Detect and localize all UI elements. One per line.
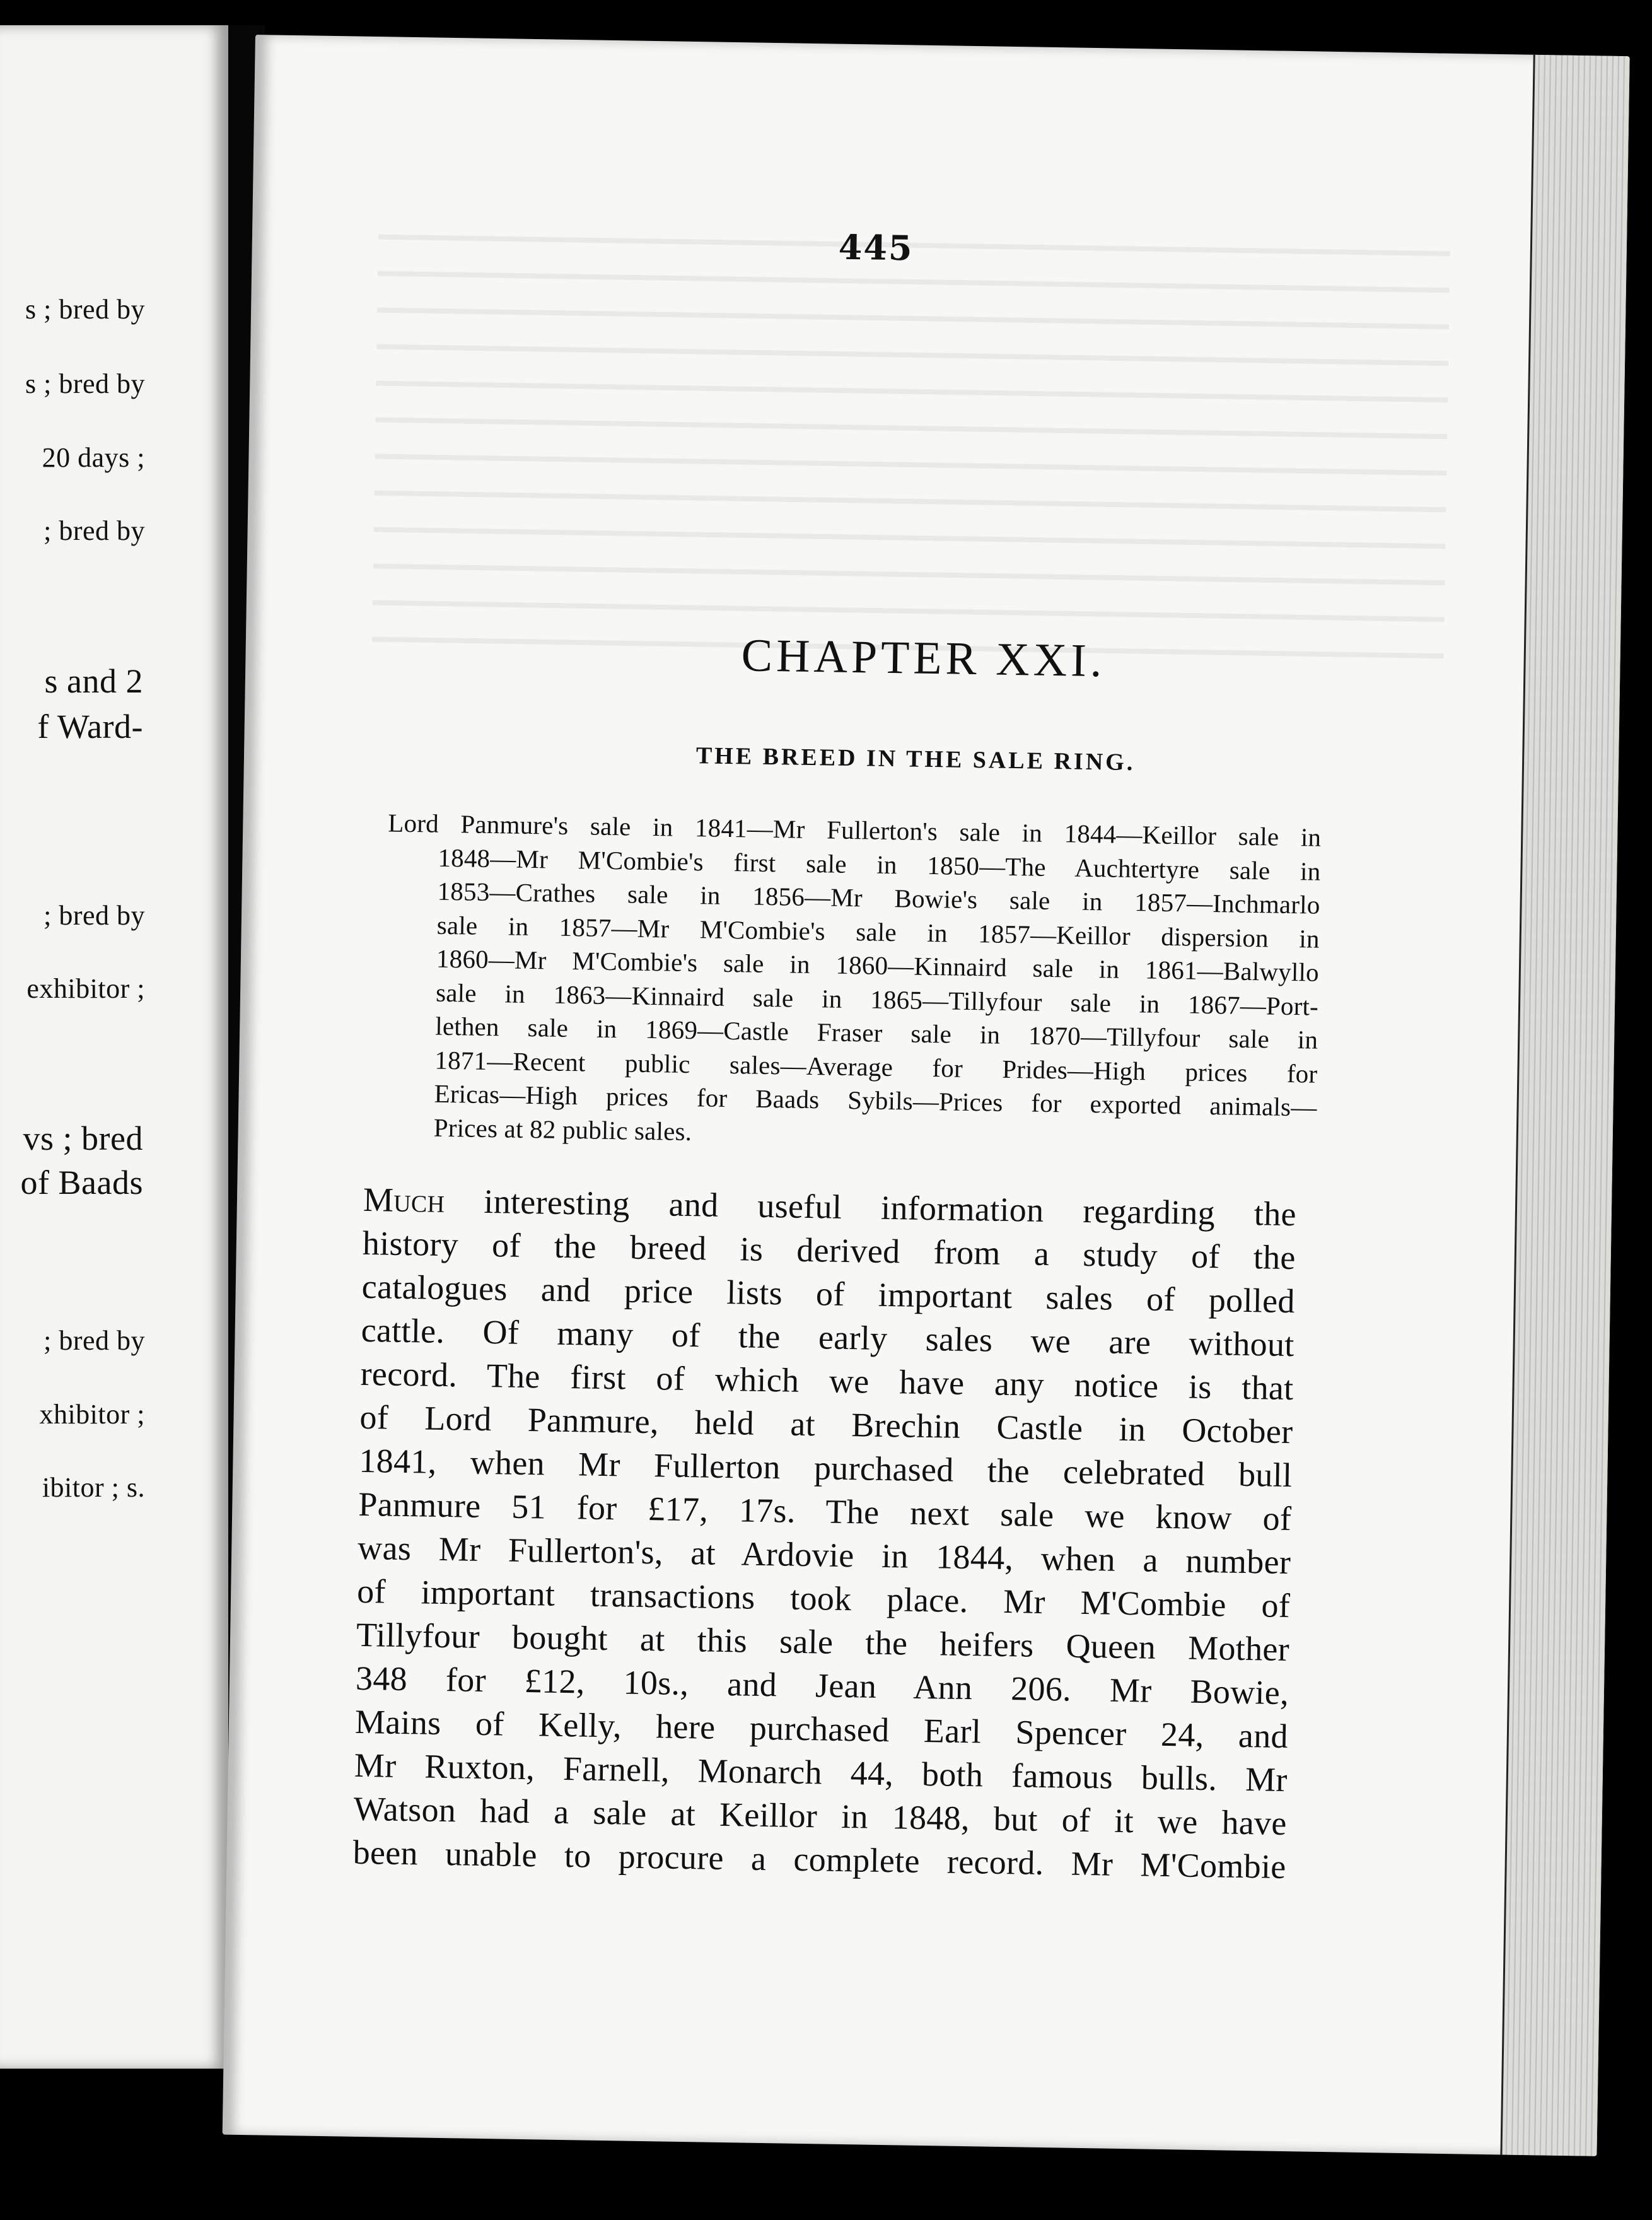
left-page-line: ; bred by <box>44 900 145 931</box>
synopsis-line: 1848—Mr M'Combie's first sale in 1850—The Auchtertyre sale in <box>438 843 1321 886</box>
synopsis-line: Prices at 82 public sales. <box>433 1113 692 1146</box>
page-number: 445 <box>838 226 914 269</box>
body-line: was Mr Fullerton's, at Ardovie in 1844, when a number <box>357 1528 1291 1582</box>
left-page-line: exhibitor ; <box>26 973 145 1004</box>
body-line: Panmure 51 for £17, 17s. The next sale we know of <box>358 1485 1292 1538</box>
left-page-line: s ; bred by <box>25 294 145 325</box>
left-page-line: xhibitor ; <box>39 1399 145 1430</box>
left-page-line: ibitor ; s. <box>42 1472 145 1503</box>
chapter-synopsis <box>383 806 1321 1158</box>
chapter-subtitle: THE BREED IN THE SALE RING. <box>695 742 1136 776</box>
synopsis-line: sale in 1857—Mr M'Combie's sale in 1857—Keillor dispersion in <box>436 910 1320 954</box>
body-line: cattle. Of many of the early sales we are without <box>361 1311 1295 1364</box>
body-line: history of the breed is derived from a study of the <box>362 1224 1296 1277</box>
left-page-line: 20 days ; <box>42 442 145 473</box>
drop-word: Much <box>363 1180 445 1220</box>
left-page-line: f Ward- <box>37 708 143 745</box>
left-page-line: ; bred by <box>44 1325 145 1356</box>
left-page <box>0 25 228 2069</box>
synopsis-line: 1853—Crathes sale in 1856—Mr Bowie's sale in 1857—Inchmarlo <box>437 876 1320 920</box>
left-page-line: ; bred by <box>44 515 145 546</box>
body-line: of important transactions took place. Mr M'Combie of <box>356 1572 1291 1625</box>
left-page-line: s ; bred by <box>25 368 145 399</box>
show-through <box>371 226 1450 684</box>
body-line: record. The first of which we have any notice is that <box>360 1354 1294 1408</box>
synopsis-line: Lord Panmure's sale in 1841—Mr Fullerton's sale in 1844—Keillor sale in <box>388 808 1322 852</box>
left-page-line: of Baads <box>20 1164 143 1201</box>
synopsis-line: lethen sale in 1869—Castle Fraser sale in 1870—Tillyfour sale in <box>434 1011 1318 1054</box>
chapter-title: CHAPTER XXI. <box>741 629 1107 687</box>
left-page-line: vs ; bred <box>23 1119 143 1157</box>
body-line: catalogues and price lists of important sales of polled <box>361 1267 1296 1321</box>
body-line: Watson had a sale at Keillor in 1848, but of it we have <box>353 1789 1288 1843</box>
synopsis-line: Ericas—High prices for Baads Sybils—Prices for exported animals— <box>434 1078 1317 1122</box>
synopsis-line: sale in 1863—Kinnaird sale in 1865—Tillyfour sale in 1867—Port- <box>435 978 1319 1021</box>
body-line: been unable to procure a complete record. Mr M'Combie <box>352 1833 1287 1886</box>
body-line: Mains of Kelly, here purchased Earl Spencer 24, and <box>354 1702 1289 1756</box>
left-page-line: s and 2 <box>44 662 143 700</box>
body-paragraph <box>352 1178 1296 1889</box>
synopsis-line: 1871—Recent public sales—Average for Prides—High prices for <box>434 1045 1318 1089</box>
body-line: 1841, when Mr Fullerton purchased the celebrated bull <box>359 1441 1293 1495</box>
right-page <box>223 35 1630 2156</box>
synopsis-line: 1860—Mr M'Combie's sale in 1860—Kinnaird sale in 1861—Balwyllo <box>436 944 1320 987</box>
body-line-text: interesting and useful information regarding the <box>444 1181 1297 1234</box>
page-fore-edge <box>1500 55 1629 2156</box>
body-line: 348 for £12, 10s., and Jean Ann 206. Mr Bowie, <box>355 1659 1289 1712</box>
body-line: Tillyfour bought at this sale the heifers Queen Mother <box>356 1615 1290 1669</box>
body-line: of Lord Panmure, held at Brechin Castle in October <box>359 1398 1293 1451</box>
body-line: Mr Ruxton, Farnell, Monarch 44, both famous bulls. Mr <box>354 1746 1288 1799</box>
